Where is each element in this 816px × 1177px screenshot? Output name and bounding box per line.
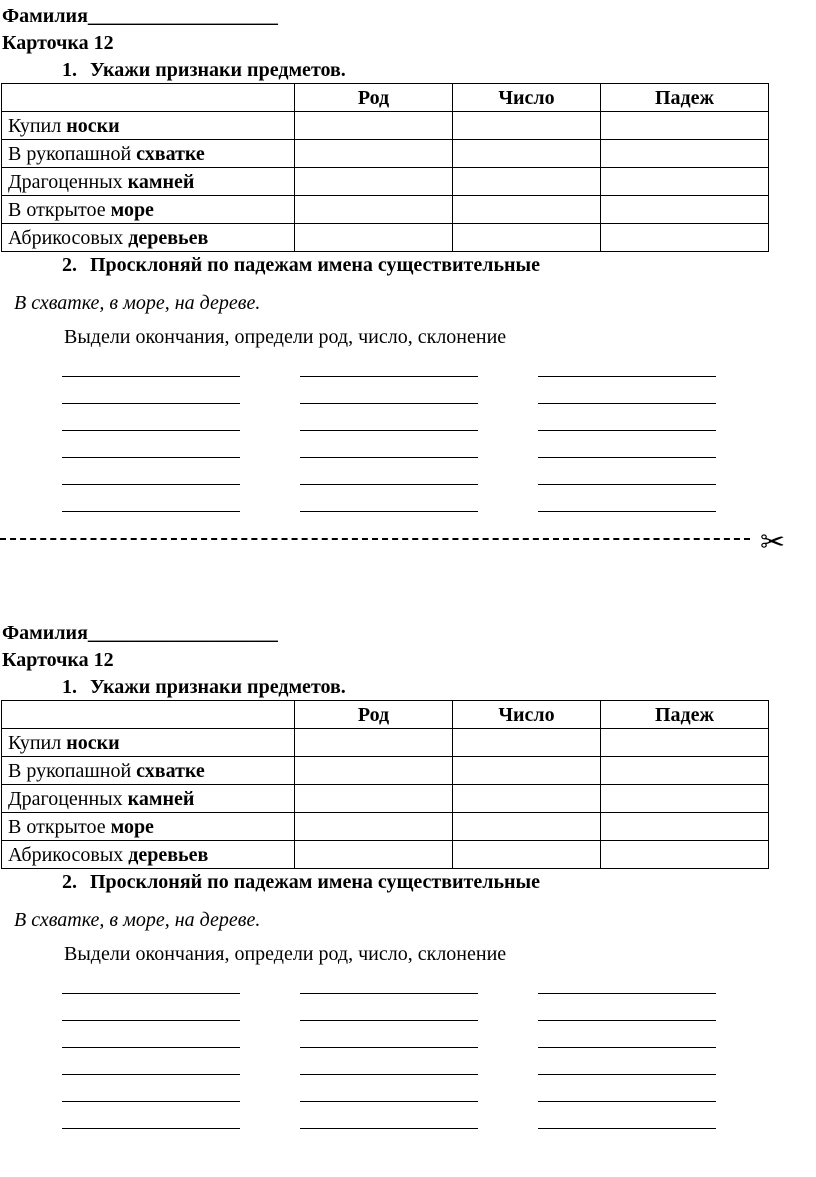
properties-table bbox=[1, 83, 769, 252]
task-number: 1. bbox=[62, 676, 77, 698]
table-header-row bbox=[2, 84, 769, 112]
answer-cell[interactable] bbox=[295, 757, 453, 785]
answer-cell[interactable] bbox=[453, 224, 601, 252]
answer-blank-line[interactable] bbox=[538, 457, 716, 458]
answer-cell[interactable] bbox=[453, 841, 601, 869]
answer-blank-line[interactable] bbox=[538, 1128, 716, 1129]
answer-cell[interactable] bbox=[601, 757, 769, 785]
header-cell-gender: Род bbox=[295, 84, 453, 112]
card-title: Карточка 12 bbox=[2, 32, 114, 54]
answer-cell[interactable] bbox=[295, 729, 453, 757]
phrase-noun: камней bbox=[127, 787, 195, 810]
answer-cell[interactable] bbox=[601, 224, 769, 252]
phrase-cell bbox=[2, 813, 295, 841]
answer-blank-line[interactable] bbox=[62, 1128, 240, 1129]
phrase-noun: море bbox=[110, 198, 154, 221]
answer-cell[interactable] bbox=[601, 140, 769, 168]
phrase-plain: В рукопашной bbox=[8, 759, 137, 782]
answer-blank-line[interactable] bbox=[538, 511, 716, 512]
answer-cell[interactable] bbox=[295, 841, 453, 869]
cut-line bbox=[0, 525, 816, 560]
answer-blank-line[interactable] bbox=[62, 1020, 240, 1021]
answer-blank-line[interactable] bbox=[62, 457, 240, 458]
header-cell-case: Падеж bbox=[601, 84, 769, 112]
answer-blank-line[interactable] bbox=[62, 430, 240, 431]
table-row bbox=[2, 196, 769, 224]
answer-blank-line[interactable] bbox=[62, 1047, 240, 1048]
task-1-heading bbox=[62, 58, 346, 82]
properties-table bbox=[1, 700, 769, 869]
phrase-plain: Купил bbox=[8, 731, 67, 754]
answer-cell[interactable] bbox=[453, 785, 601, 813]
answer-cell[interactable] bbox=[601, 112, 769, 140]
answer-blank-line[interactable] bbox=[300, 1101, 478, 1102]
task-number: 1. bbox=[62, 59, 77, 81]
phrase-cell bbox=[2, 757, 295, 785]
instruction-text: Выдели окончания, определи род, число, склонение bbox=[64, 943, 507, 965]
phrase-plain: В открытое bbox=[8, 815, 111, 838]
answer-blank-line[interactable] bbox=[538, 1020, 716, 1021]
table-row bbox=[2, 729, 769, 757]
phrase-noun: носки bbox=[66, 731, 120, 754]
answer-cell[interactable] bbox=[453, 196, 601, 224]
phrase-plain: В рукопашной bbox=[8, 142, 137, 165]
surname-field: Фамилия___________________ bbox=[2, 5, 278, 27]
task-2-heading bbox=[62, 253, 540, 277]
answer-blank-line[interactable] bbox=[62, 511, 240, 512]
answer-cell[interactable] bbox=[295, 224, 453, 252]
task-text: Укажи признаки предметов. bbox=[90, 59, 346, 81]
answer-cell[interactable] bbox=[295, 140, 453, 168]
answer-cell[interactable] bbox=[453, 112, 601, 140]
instruction-text: Выдели окончания, определи род, число, склонение bbox=[64, 326, 507, 348]
answer-blank-line[interactable] bbox=[62, 993, 240, 994]
answer-cell[interactable] bbox=[295, 785, 453, 813]
table-row bbox=[2, 140, 769, 168]
table-row bbox=[2, 757, 769, 785]
phrase-noun: море bbox=[110, 815, 154, 838]
answer-cell[interactable] bbox=[453, 813, 601, 841]
task-text: Укажи признаки предметов. bbox=[90, 676, 346, 698]
phrase-cell bbox=[2, 168, 295, 196]
phrase-noun: схватке bbox=[136, 142, 205, 165]
phrase-noun: деревьев bbox=[128, 226, 209, 249]
answer-blank-line[interactable] bbox=[300, 457, 478, 458]
answer-blank-line[interactable] bbox=[62, 1074, 240, 1075]
phrase-plain: Абрикосовых bbox=[8, 843, 129, 866]
task-number: 2. bbox=[62, 871, 77, 893]
table-row bbox=[2, 785, 769, 813]
surname-field: Фамилия___________________ bbox=[2, 622, 278, 644]
phrase-noun: камней bbox=[127, 170, 195, 193]
answer-blank-line[interactable] bbox=[300, 376, 478, 377]
answer-blank-line[interactable] bbox=[538, 376, 716, 377]
phrase-plain: Купил bbox=[8, 114, 67, 137]
phrase-cell bbox=[2, 140, 295, 168]
answer-blank-line[interactable] bbox=[62, 403, 240, 404]
answer-blank-line[interactable] bbox=[300, 1128, 478, 1129]
answer-blank-line[interactable] bbox=[538, 993, 716, 994]
task-text: Просклоняй по падежам имена существительные bbox=[90, 871, 541, 893]
answer-cell[interactable] bbox=[601, 813, 769, 841]
answer-blank-line[interactable] bbox=[300, 430, 478, 431]
phrase-plain: Драгоценных bbox=[8, 170, 128, 193]
declension-words: В схватке, в море, на дереве. bbox=[14, 292, 261, 314]
task-2-heading bbox=[62, 870, 540, 894]
task-text: Просклоняй по падежам имена существительные bbox=[90, 254, 541, 276]
answer-blank-line[interactable] bbox=[538, 1074, 716, 1075]
answer-cell[interactable] bbox=[601, 785, 769, 813]
answer-blank-line[interactable] bbox=[62, 1101, 240, 1102]
worksheet-card bbox=[0, 617, 816, 1177]
answer-blank-line[interactable] bbox=[300, 1020, 478, 1021]
answer-cell[interactable] bbox=[601, 196, 769, 224]
header-cell-blank bbox=[2, 701, 295, 729]
answer-blank-line[interactable] bbox=[300, 1074, 478, 1075]
phrase-cell bbox=[2, 729, 295, 757]
worksheet-card bbox=[0, 0, 816, 560]
answer-cell[interactable] bbox=[601, 168, 769, 196]
answer-blank-line[interactable] bbox=[62, 484, 240, 485]
phrase-cell bbox=[2, 841, 295, 869]
table-row bbox=[2, 841, 769, 869]
answer-blank-line[interactable] bbox=[300, 403, 478, 404]
answer-blank-line[interactable] bbox=[538, 1047, 716, 1048]
phrase-cell bbox=[2, 196, 295, 224]
phrase-noun: носки bbox=[66, 114, 120, 137]
phrase-cell bbox=[2, 224, 295, 252]
phrase-noun: схватке bbox=[136, 759, 205, 782]
table-row bbox=[2, 168, 769, 196]
declension-words: В схватке, в море, на дереве. bbox=[14, 909, 261, 931]
phrase-cell bbox=[2, 785, 295, 813]
answer-cell[interactable] bbox=[295, 112, 453, 140]
card-title: Карточка 12 bbox=[2, 649, 114, 671]
task-1-heading bbox=[62, 675, 346, 699]
answer-blank-line[interactable] bbox=[538, 430, 716, 431]
phrase-plain: Абрикосовых bbox=[8, 226, 129, 249]
dashed-divider bbox=[0, 538, 750, 540]
header-cell-number: Число bbox=[453, 701, 601, 729]
table-row bbox=[2, 112, 769, 140]
answer-blank-line[interactable] bbox=[300, 484, 478, 485]
answer-blank-line[interactable] bbox=[300, 993, 478, 994]
answer-cell[interactable] bbox=[601, 841, 769, 869]
phrase-noun: деревьев bbox=[128, 843, 209, 866]
answer-blank-line[interactable] bbox=[300, 1047, 478, 1048]
answer-cell[interactable] bbox=[453, 729, 601, 757]
answer-cell[interactable] bbox=[295, 196, 453, 224]
table-header-row bbox=[2, 701, 769, 729]
header-cell-number: Число bbox=[453, 84, 601, 112]
answer-blank-line[interactable] bbox=[538, 484, 716, 485]
answer-cell[interactable] bbox=[453, 757, 601, 785]
phrase-plain: В открытое bbox=[8, 198, 111, 221]
table-row bbox=[2, 224, 769, 252]
phrase-plain: Драгоценных bbox=[8, 787, 128, 810]
phrase-cell bbox=[2, 112, 295, 140]
table-row bbox=[2, 813, 769, 841]
header-cell-blank bbox=[2, 84, 295, 112]
answer-cell[interactable] bbox=[453, 168, 601, 196]
answer-cell[interactable] bbox=[601, 729, 769, 757]
header-cell-gender: Род bbox=[295, 701, 453, 729]
answer-cell[interactable] bbox=[295, 813, 453, 841]
answer-blank-line[interactable] bbox=[300, 511, 478, 512]
answer-blank-line[interactable] bbox=[538, 403, 716, 404]
answer-cell[interactable] bbox=[295, 168, 453, 196]
answer-cell[interactable] bbox=[453, 140, 601, 168]
task-number: 2. bbox=[62, 254, 77, 276]
scissors-icon: ✂ bbox=[760, 525, 786, 560]
answer-blank-line[interactable] bbox=[62, 376, 240, 377]
header-cell-case: Падеж bbox=[601, 701, 769, 729]
answer-blank-line[interactable] bbox=[538, 1101, 716, 1102]
